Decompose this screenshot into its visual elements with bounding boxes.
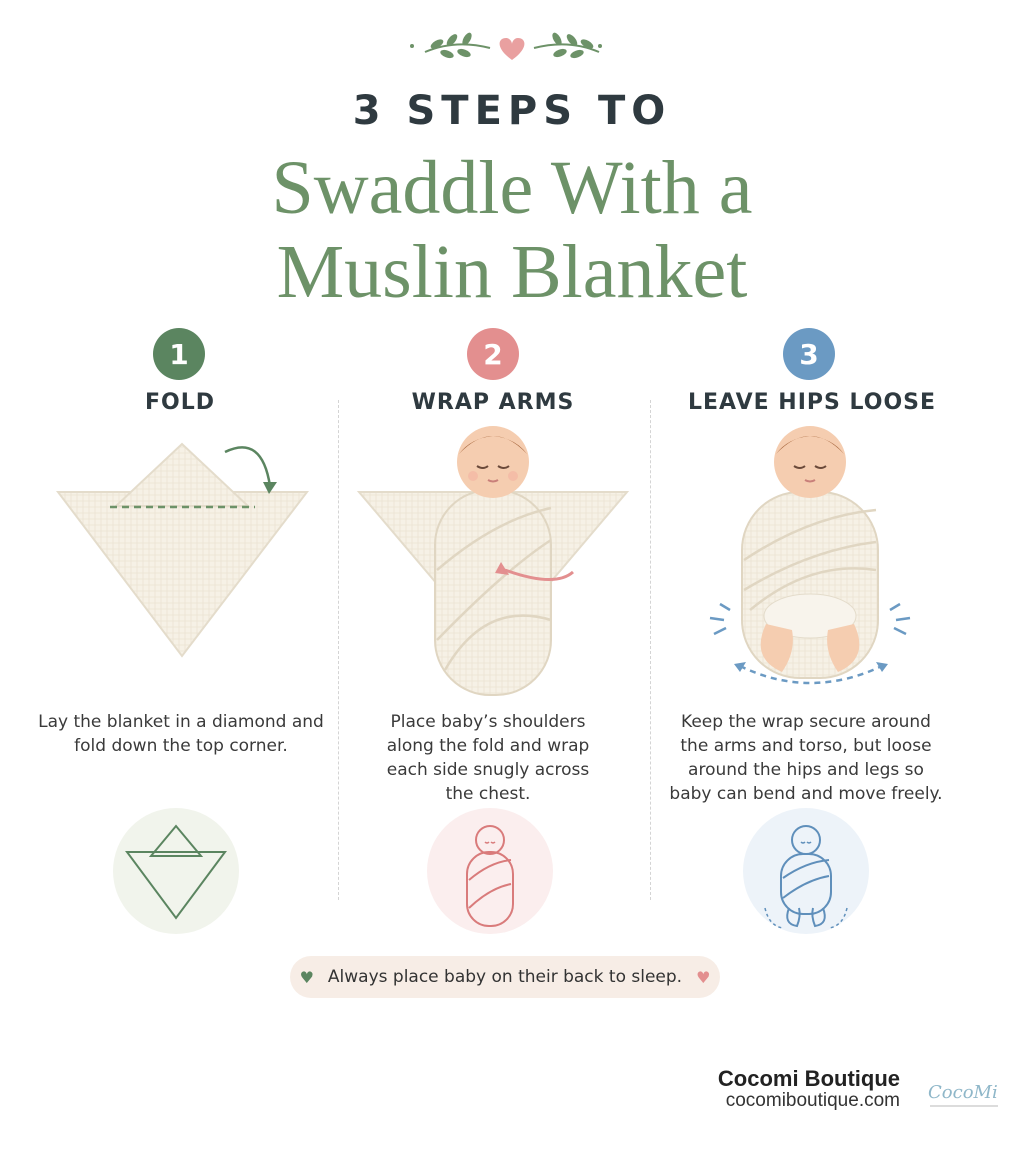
swaddled-baby-icon xyxy=(427,808,553,934)
page-title-line-2: Muslin Blanket xyxy=(276,230,748,314)
step-1-badge: 1 xyxy=(153,328,205,380)
page-title-line-1: Swaddle With a xyxy=(271,146,753,230)
column-divider xyxy=(650,400,651,900)
safety-tip-banner xyxy=(290,956,720,998)
loose-hips-baby-icon xyxy=(743,808,869,934)
green-heart-icon: ♥ xyxy=(299,967,314,987)
brand-url[interactable]: cocomiboutique.com xyxy=(725,1090,900,1111)
column-divider xyxy=(338,400,339,900)
step-2-description: Place baby’s shoulders along the fold and wrap each side snugly across the chest. xyxy=(386,712,590,804)
folded-diamond-icon xyxy=(113,808,239,934)
pink-heart-icon: ♥ xyxy=(696,967,711,987)
wrap-arms-illustration xyxy=(355,420,635,700)
svg-text:CocoMi: CocoMi xyxy=(928,1082,998,1103)
step-3-badge: 3 xyxy=(783,328,835,380)
step-1-title: FOLD xyxy=(144,390,215,415)
brand-name: Cocomi Boutique xyxy=(717,1066,900,1091)
step-1-icon-circle xyxy=(113,808,239,934)
safety-tip-text: Always place baby on their back to sleep. xyxy=(327,967,683,987)
brand-logo-icon xyxy=(924,1074,1004,1114)
folded-blanket-illustration xyxy=(50,420,315,670)
step-2-title: WRAP ARMS xyxy=(411,390,575,415)
step-2-badge: 2 xyxy=(467,328,519,380)
title-kicker: 3 STEPS TO xyxy=(352,88,672,134)
loose-hips-illustration xyxy=(700,420,920,690)
step-1-description: Lay the blanket in a diamond and fold down the top corner. xyxy=(38,712,324,756)
leaf-heart-ornament-icon xyxy=(0,24,1024,74)
step-3-icon-circle xyxy=(743,808,869,934)
step-2-icon-circle xyxy=(427,808,553,934)
step-3-title: LEAVE HIPS LOOSE xyxy=(687,390,937,415)
step-3-description: Keep the wrap secure around the arms and torso, but loose around the hips and legs so baby can bend and move freely. xyxy=(669,712,943,804)
